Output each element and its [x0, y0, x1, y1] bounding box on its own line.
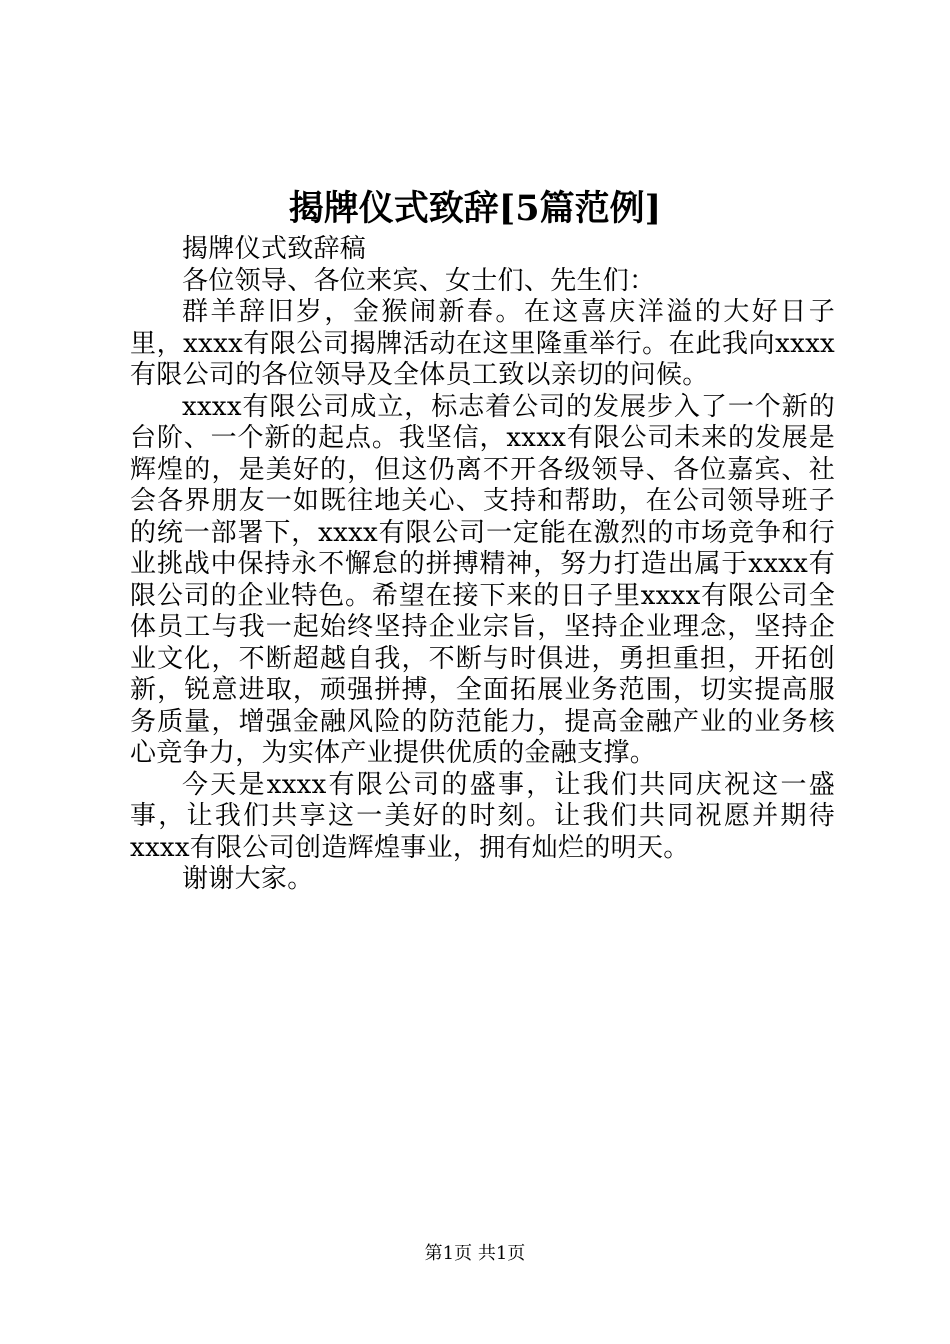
paragraph-celebration: 今天是xxxx有限公司的盛事，让我们共同庆祝这一盛事，让我们共享这一美好的时刻。让我们共同祝愿并期待xxxx有限公司创造辉煌事业，拥有灿烂的明天。 — [130, 769, 835, 863]
paragraph-heading: 揭牌仪式致辞稿 — [182, 234, 367, 264]
paragraph-opening: 群羊辞旧岁，金猴闹新春。在这喜庆洋溢的大好日子里，xxxx有限公司揭牌活动在这里隆重举行。在此我向xxxx有限公司的各位领导及全体员工致以亲切的问候。 — [130, 297, 835, 390]
paragraph-salutation: 各位领导、各位来宾、女士们、先生们： — [182, 265, 656, 296]
paragraph-main: xxxx有限公司成立，标志着公司的发展步入了一个新的台阶、一个新的起点。我坚信，xxxx有限公司未来的发展是辉煌的，是美好的，但这仍离不开各级领导、各位嘉宾、社会各界朋友一如既往地关心、支持和帮助，在公司领导班子的统一部署下，xxxx有限公司一定能在激烈的市场竞争和行业挑战中保持永不懈怠的拼搏精神，努力打造出属于xxxx有限公司的企业特色。希望在接下来的日子里xxxx有限公司全体员工与我一起始终坚持企业宗旨，坚持企业理念，坚持企业文化，不断超越自我，不断与时俱进，勇担重担，开拓创新，锐意进取，顽强拼搏，全面拓展业务范围，切实提高服务质量，增强金融风险的防范能力，提高金融产业的业务核心竞争力，为实体产业提供优质的金融支撑。 — [130, 391, 835, 768]
page-number: 第1页 共1页 — [424, 1243, 526, 1264]
document-title: 揭牌仪式致辞[5篇范例] — [288, 188, 662, 229]
paragraph-closing: 谢谢大家。 — [182, 864, 314, 894]
document-body — [130, 234, 835, 896]
